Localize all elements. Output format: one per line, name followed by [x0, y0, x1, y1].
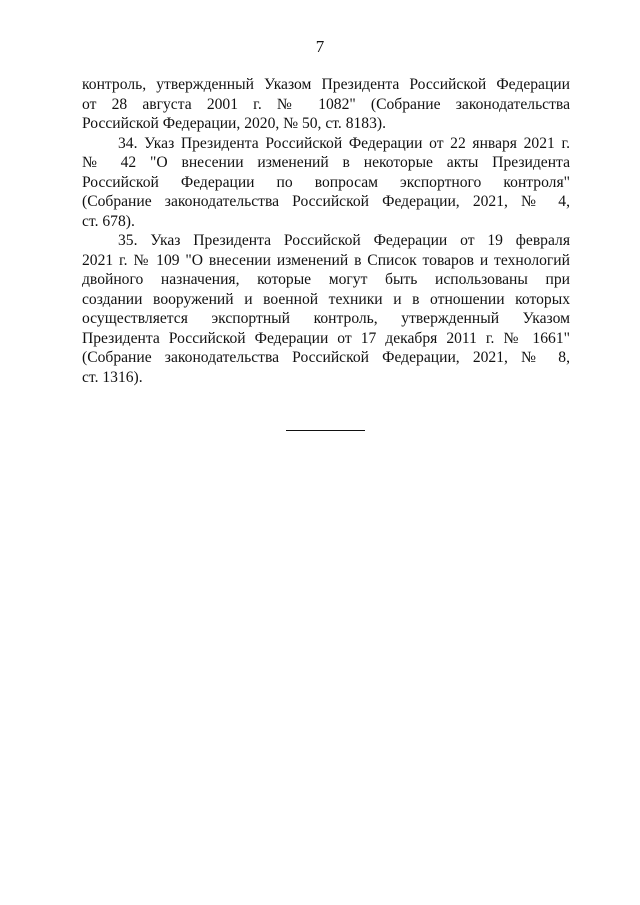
paragraph-item-33-continuation [82, 75, 570, 134]
paragraph-item-35 [82, 231, 570, 387]
text-line: (Собрание законодательства Российской Федерации, 2021, № 8, [82, 349, 570, 366]
text-line: двойного назначения, которые могут быть использованы при [82, 271, 570, 288]
text-line: 2021 г. № 109 "О внесении изменений в Список товаров и технологий [82, 251, 570, 269]
page-number: 7 [315, 37, 325, 56]
text-line: (Собрание законодательства Российской Федерации, 2021, № 4, [82, 193, 570, 210]
text-line: 35. Указ Президента Российской Федерации от 19 февраля [118, 232, 570, 249]
text-line: создании вооружений и военной техники и в отношении которых [82, 290, 570, 308]
text-line: Российской Федерации по вопросам экспортного контроля" [82, 173, 570, 191]
paragraph-item-34 [82, 134, 570, 232]
text-line: контроль, утвержденный Указом Президента Российской Федерации [82, 76, 570, 93]
text-line: Российской Федерации, 2020, № 50, ст. 8183). [82, 115, 386, 132]
text-line: № 42 "О внесении изменений в некоторые акты Президента [82, 154, 570, 171]
text-line: 34. Указ Президента Российской Федерации от 22 января 2021 г. [118, 134, 570, 152]
document-body [82, 75, 570, 387]
text-line: осуществляется экспортный контроль, утвержденный Указом [82, 310, 570, 327]
text-line: от 28 августа 2001 г. № 1082" (Собрание законодательства [82, 95, 570, 113]
text-line: ст. 1316). [82, 368, 143, 386]
end-separator-line [286, 430, 365, 431]
text-line: ст. 678). [82, 212, 135, 230]
text-line: Президента Российской Федерации от 17 декабря 2011 г. № 1661" [82, 329, 570, 347]
